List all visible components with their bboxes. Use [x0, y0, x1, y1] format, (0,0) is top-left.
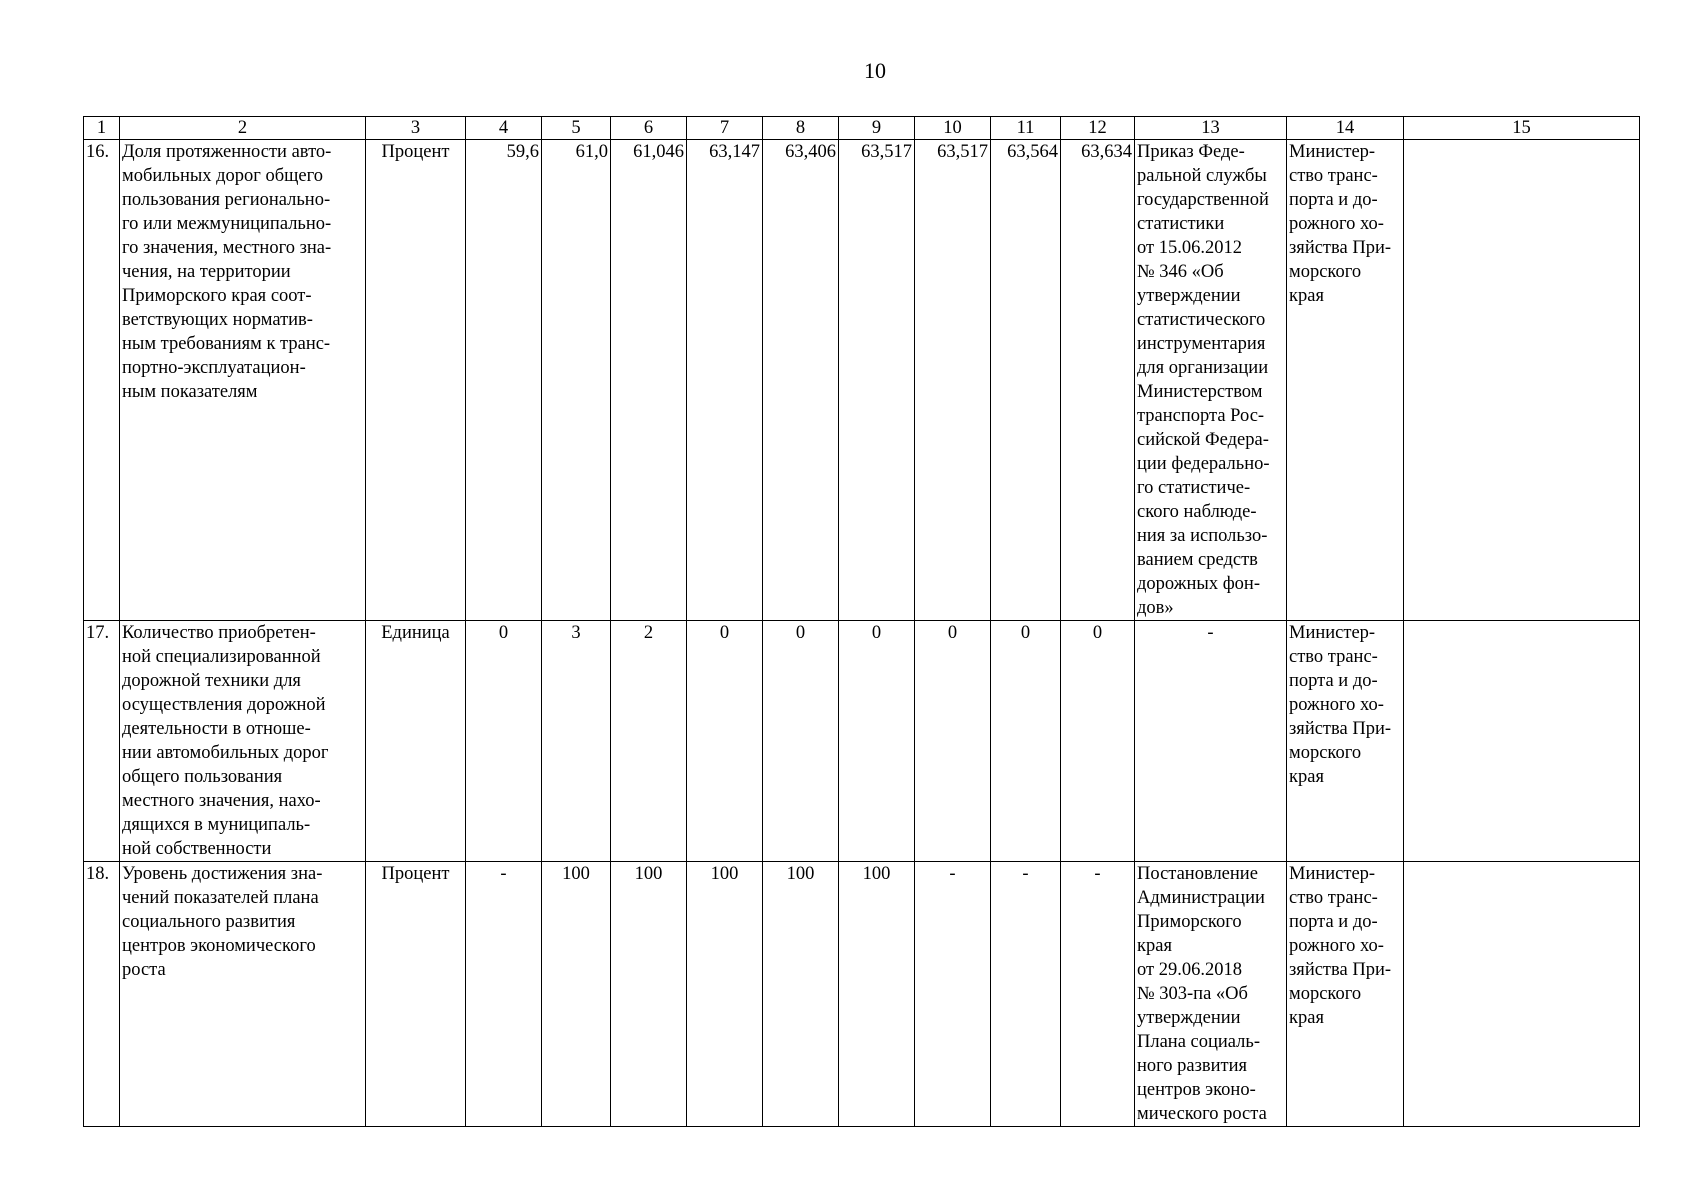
responsible-executor: Министер- ство транс- порта и до- рожного хо- зяйства При- морского края — [1287, 862, 1404, 1127]
row-number: 18. — [84, 862, 120, 1127]
value-col-12: 63,634 — [1061, 140, 1135, 621]
table-row — [84, 140, 1640, 621]
table-row — [84, 862, 1640, 1127]
header-cell-13: 13 — [1135, 117, 1287, 140]
header-cell-7: 7 — [687, 117, 763, 140]
responsible-executor: Министер- ство транс- порта и до- рожного хо- зяйства При- морского края — [1287, 140, 1404, 621]
value-col-4: - — [466, 862, 542, 1127]
header-cell-6: 6 — [611, 117, 687, 140]
indicator-name: Количество приобретен- ной специализированной дорожной техники для осуществления дорожной деятельности в отноше- нии автомобильных дорог общего пользования местного значения, нахо- дящихся в муниципаль- ной собственности — [120, 621, 366, 862]
value-col-4: 0 — [466, 621, 542, 862]
source-document: Приказ Феде- ральной службы государственной статистики от 15.06.2012 № 346 «Об утверждении статистического инструментария для организации Министерством транспорта Рос- сийской Федера- ции федерально- го статистиче- ского наблюде- ния за использо- ванием средств дорожных фон- дов» — [1135, 140, 1287, 621]
value-col-7: 0 — [687, 621, 763, 862]
value-col-12: - — [1061, 862, 1135, 1127]
value-col-7: 100 — [687, 862, 763, 1127]
unit: Единица — [366, 621, 466, 862]
indicators-table — [83, 116, 1640, 1127]
value-col-8: 0 — [763, 621, 839, 862]
value-col-5: 3 — [542, 621, 611, 862]
header-cell-2: 2 — [120, 117, 366, 140]
source-document: Постановление Администрации Приморского края от 29.06.2018 № 303-па «Об утверждении Плана социаль- ного развития центров эконо- мического роста — [1135, 862, 1287, 1127]
table-row — [84, 621, 1640, 862]
value-col-5: 61,0 — [542, 140, 611, 621]
unit: Процент — [366, 862, 466, 1127]
responsible-executor: Министер- ство транс- порта и до- рожного хо- зяйства При- морского края — [1287, 621, 1404, 862]
value-col-11: 63,564 — [991, 140, 1061, 621]
value-col-5: 100 — [542, 862, 611, 1127]
indicator-name: Уровень достижения зна- чений показателей плана социального развития центров экономического роста — [120, 862, 366, 1127]
header-cell-8: 8 — [763, 117, 839, 140]
value-col-11: 0 — [991, 621, 1061, 862]
indicator-name: Доля протяженности авто- мобильных дорог общего пользования регионально- го или межмуниципально- го значения, местного зна- чения, на территории Приморского края соот- ветствующих норматив- ным требованиям к транс- портно-эксплуатацион- ным показателям — [120, 140, 366, 621]
header-cell-10: 10 — [915, 117, 991, 140]
value-col-11: - — [991, 862, 1061, 1127]
header-cell-3: 3 — [366, 117, 466, 140]
source-document: - — [1135, 621, 1287, 862]
value-col-4: 59,6 — [466, 140, 542, 621]
value-col-9: 100 — [839, 862, 915, 1127]
value-col-10: 63,517 — [915, 140, 991, 621]
unit: Процент — [366, 140, 466, 621]
value-col-8: 63,406 — [763, 140, 839, 621]
note-cell — [1404, 621, 1640, 862]
header-cell-5: 5 — [542, 117, 611, 140]
note-cell — [1404, 140, 1640, 621]
row-number: 17. — [84, 621, 120, 862]
header-cell-9: 9 — [839, 117, 915, 140]
header-row — [84, 117, 1640, 140]
value-col-10: - — [915, 862, 991, 1127]
value-col-9: 63,517 — [839, 140, 915, 621]
value-col-6: 100 — [611, 862, 687, 1127]
row-number: 16. — [84, 140, 120, 621]
value-col-8: 100 — [763, 862, 839, 1127]
value-col-12: 0 — [1061, 621, 1135, 862]
header-cell-1: 1 — [84, 117, 120, 140]
header-cell-15: 15 — [1404, 117, 1640, 140]
value-col-9: 0 — [839, 621, 915, 862]
header-cell-14: 14 — [1287, 117, 1404, 140]
page-number: 10 — [864, 58, 886, 83]
value-col-10: 0 — [915, 621, 991, 862]
note-cell — [1404, 862, 1640, 1127]
header-cell-12: 12 — [1061, 117, 1135, 140]
header-cell-4: 4 — [466, 117, 542, 140]
value-col-6: 61,046 — [611, 140, 687, 621]
value-col-6: 2 — [611, 621, 687, 862]
header-cell-11: 11 — [991, 117, 1061, 140]
value-col-7: 63,147 — [687, 140, 763, 621]
